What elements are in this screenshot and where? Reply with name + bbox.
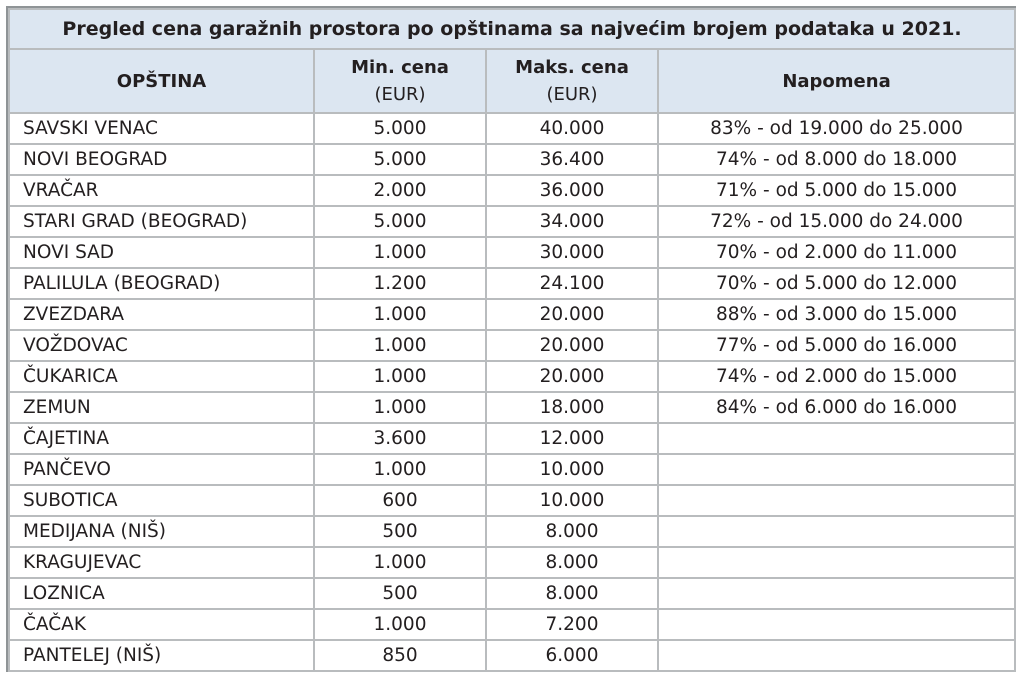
table-row [9, 330, 1015, 361]
cell-min-price: 1.000 [314, 330, 486, 361]
cell-note [658, 547, 1015, 578]
cell-opstina: STARI GRAD (BEOGRAD) [9, 206, 314, 237]
cell-note [658, 423, 1015, 454]
table-row [9, 609, 1015, 640]
cell-max-price: 24.100 [486, 268, 658, 299]
table-row [9, 516, 1015, 547]
cell-max-price: 18.000 [486, 392, 658, 423]
cell-max-price: 7.200 [486, 609, 658, 640]
cell-note: 71% - od 5.000 do 15.000 [658, 175, 1015, 206]
cell-note [658, 454, 1015, 485]
cell-min-price: 1.000 [314, 299, 486, 330]
header-opstina: OPŠTINA [9, 49, 314, 113]
cell-min-price: 850 [314, 640, 486, 671]
cell-opstina: KRAGUJEVAC [9, 547, 314, 578]
cell-min-price: 1.200 [314, 268, 486, 299]
cell-min-price: 5.000 [314, 144, 486, 175]
header-max-price-label: Maks. cena [515, 57, 629, 78]
cell-opstina: ČAČAK [9, 609, 314, 640]
cell-max-price: 20.000 [486, 299, 658, 330]
cell-max-price: 8.000 [486, 578, 658, 609]
cell-opstina: NOVI BEOGRAD [9, 144, 314, 175]
header-min-price [314, 49, 486, 113]
table-row [9, 392, 1015, 423]
title-row [9, 9, 1015, 49]
cell-opstina: ZEMUN [9, 392, 314, 423]
cell-opstina: PANČEVO [9, 454, 314, 485]
cell-note: 70% - od 5.000 do 12.000 [658, 268, 1015, 299]
header-min-price-label: Min. cena [351, 57, 449, 78]
cell-max-price: 6.000 [486, 640, 658, 671]
cell-note: 83% - od 19.000 do 25.000 [658, 113, 1015, 144]
header-row [9, 49, 1015, 113]
table-row [9, 268, 1015, 299]
table-row [9, 640, 1015, 671]
cell-max-price: 10.000 [486, 485, 658, 516]
cell-max-price: 20.000 [486, 330, 658, 361]
table-row [9, 237, 1015, 268]
cell-min-price: 3.600 [314, 423, 486, 454]
table-row [9, 547, 1015, 578]
table-row [9, 113, 1015, 144]
cell-note: 74% - od 2.000 do 15.000 [658, 361, 1015, 392]
cell-min-price: 500 [314, 516, 486, 547]
cell-max-price: 12.000 [486, 423, 658, 454]
table-row [9, 206, 1015, 237]
cell-opstina: VOŽDOVAC [9, 330, 314, 361]
cell-opstina: VRAČAR [9, 175, 314, 206]
cell-note: 72% - od 15.000 do 24.000 [658, 206, 1015, 237]
price-table [8, 8, 1016, 672]
cell-opstina: NOVI SAD [9, 237, 314, 268]
cell-note [658, 516, 1015, 547]
cell-opstina: ČUKARICA [9, 361, 314, 392]
cell-note: 88% - od 3.000 do 15.000 [658, 299, 1015, 330]
table-row [9, 578, 1015, 609]
cell-opstina: ZVEZDARA [9, 299, 314, 330]
cell-min-price: 500 [314, 578, 486, 609]
cell-min-price: 5.000 [314, 206, 486, 237]
cell-min-price: 600 [314, 485, 486, 516]
cell-min-price: 1.000 [314, 361, 486, 392]
cell-note: 84% - od 6.000 do 16.000 [658, 392, 1015, 423]
cell-opstina: SUBOTICA [9, 485, 314, 516]
table-body [9, 113, 1015, 671]
cell-min-price: 2.000 [314, 175, 486, 206]
cell-note: 77% - od 5.000 do 16.000 [658, 330, 1015, 361]
table-row [9, 175, 1015, 206]
cell-opstina: PANTELEJ (NIŠ) [9, 640, 314, 671]
table-row [9, 144, 1015, 175]
cell-note [658, 578, 1015, 609]
cell-min-price: 5.000 [314, 113, 486, 144]
cell-note [658, 640, 1015, 671]
cell-min-price: 1.000 [314, 609, 486, 640]
cell-max-price: 40.000 [486, 113, 658, 144]
cell-max-price: 36.400 [486, 144, 658, 175]
header-min-price-unit: (EUR) [374, 84, 426, 105]
cell-opstina: PALILULA (BEOGRAD) [9, 268, 314, 299]
table-row [9, 485, 1015, 516]
cell-note: 74% - od 8.000 do 18.000 [658, 144, 1015, 175]
cell-min-price: 1.000 [314, 237, 486, 268]
cell-opstina: ČAJETINA [9, 423, 314, 454]
cell-opstina: SAVSKI VENAC [9, 113, 314, 144]
cell-note [658, 609, 1015, 640]
cell-max-price: 8.000 [486, 547, 658, 578]
cell-max-price: 30.000 [486, 237, 658, 268]
cell-opstina: LOZNICA [9, 578, 314, 609]
cell-opstina: MEDIJANA (NIŠ) [9, 516, 314, 547]
cell-max-price: 34.000 [486, 206, 658, 237]
cell-min-price: 1.000 [314, 547, 486, 578]
cell-max-price: 10.000 [486, 454, 658, 485]
cell-min-price: 1.000 [314, 392, 486, 423]
cell-min-price: 1.000 [314, 454, 486, 485]
table-row [9, 299, 1015, 330]
header-note: Napomena [658, 49, 1015, 113]
price-table-frame [6, 6, 1016, 672]
cell-max-price: 20.000 [486, 361, 658, 392]
cell-note: 70% - od 2.000 do 11.000 [658, 237, 1015, 268]
table-row [9, 361, 1015, 392]
table-row [9, 454, 1015, 485]
cell-max-price: 8.000 [486, 516, 658, 547]
table-row [9, 423, 1015, 454]
cell-max-price: 36.000 [486, 175, 658, 206]
header-max-price [486, 49, 658, 113]
header-max-price-unit: (EUR) [546, 84, 598, 105]
table-title: Pregled cena garažnih prostora po opštinama sa najvećim brojem podataka u 2021. [9, 9, 1015, 49]
cell-note [658, 485, 1015, 516]
